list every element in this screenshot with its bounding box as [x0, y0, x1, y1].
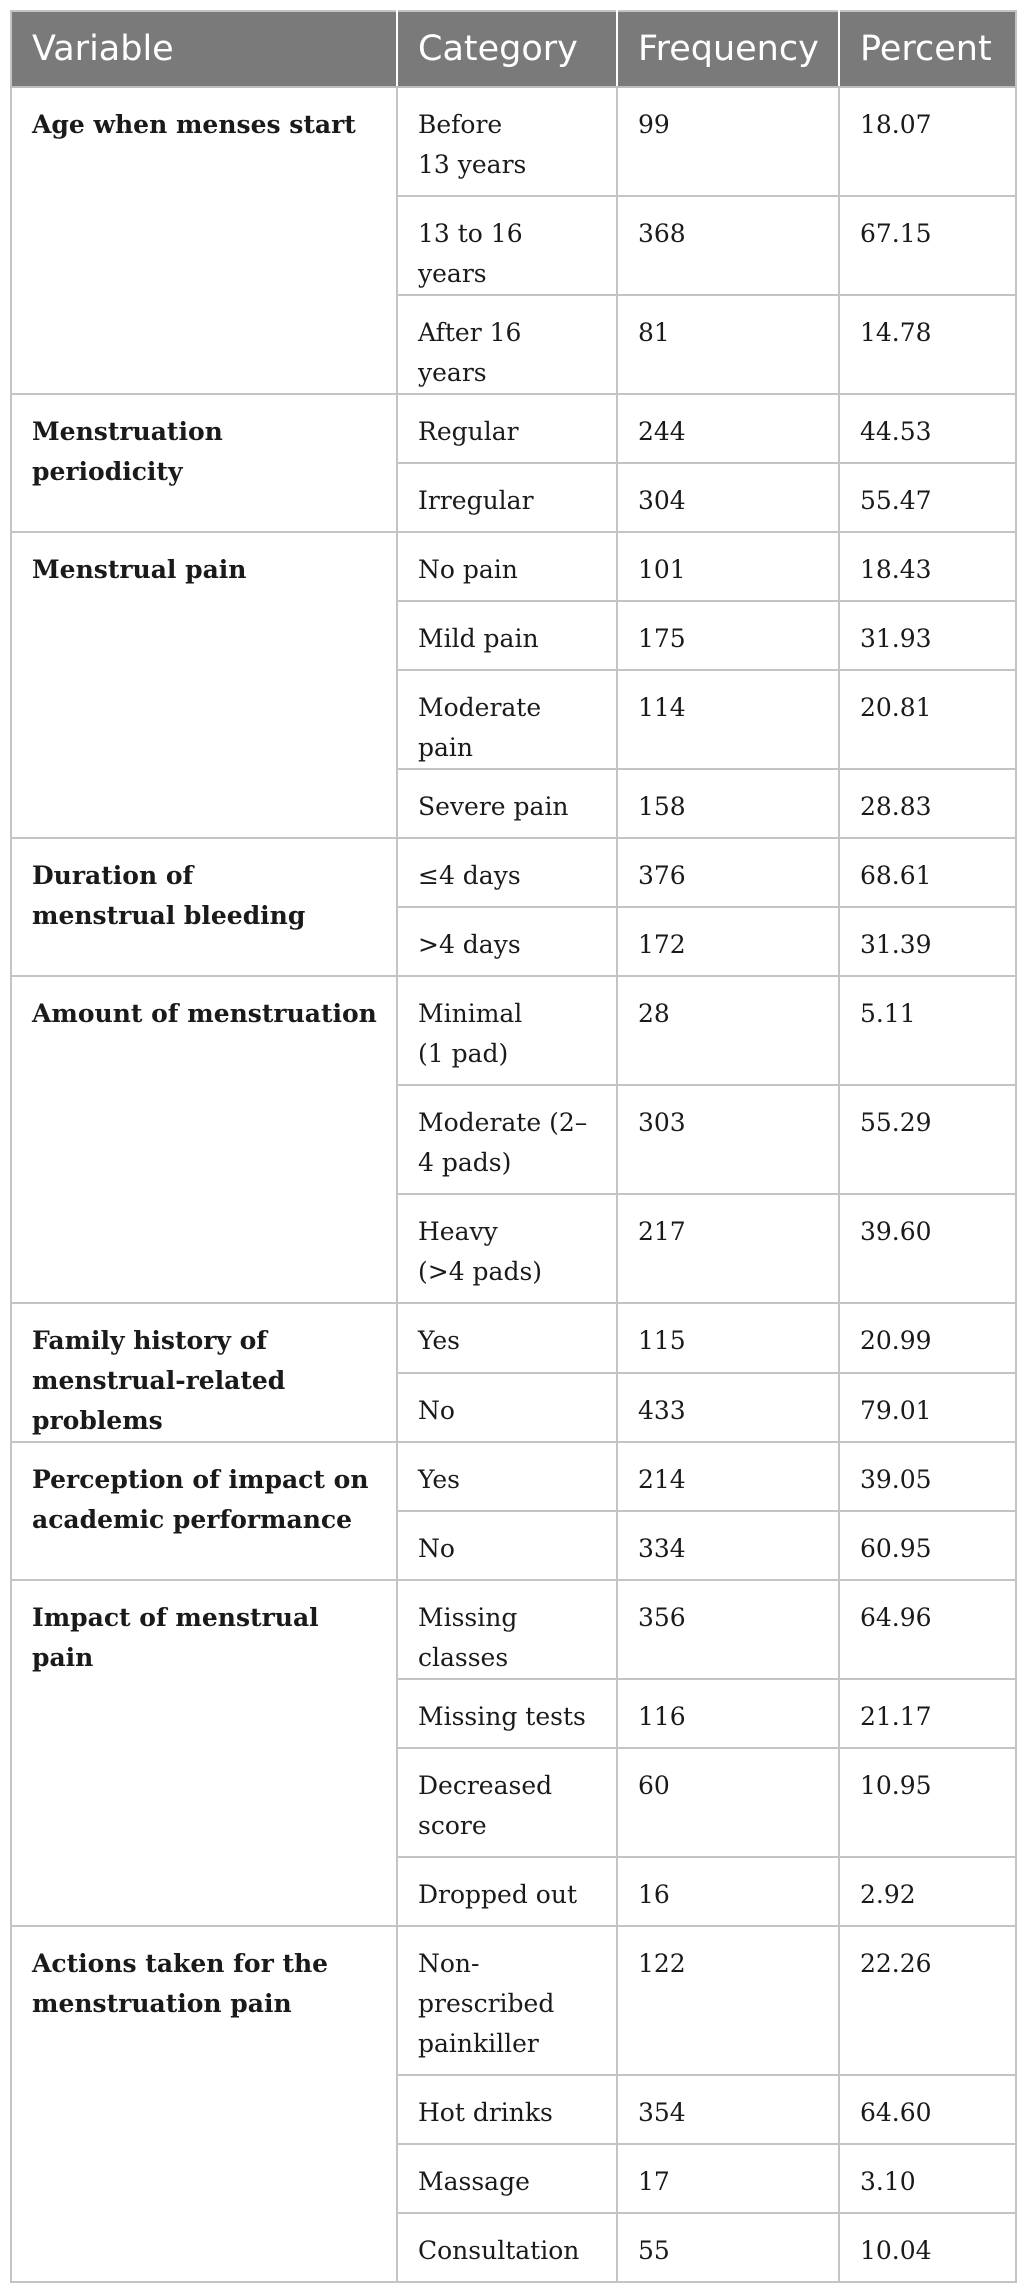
- category-cell: No: [397, 1511, 617, 1580]
- category-cell: Mild pain: [397, 601, 617, 670]
- header-percent: Percent: [839, 11, 1016, 87]
- category-line: 4 pads): [418, 1148, 512, 1177]
- frequency-cell: 304: [617, 463, 839, 532]
- category-cell: No: [397, 1373, 617, 1443]
- category-cell: Dropped out: [397, 1857, 617, 1926]
- frequency-cell: 81: [617, 295, 839, 394]
- category-cell: [397, 1194, 617, 1303]
- variable-label-line: Duration of: [32, 861, 194, 890]
- percent-cell: 55.47: [839, 463, 1016, 532]
- percent-cell: 64.96: [839, 1580, 1016, 1679]
- variable-cell: [11, 87, 397, 394]
- percent-cell: 18.07: [839, 87, 1016, 196]
- percent-cell: 20.99: [839, 1303, 1016, 1373]
- table-row: [11, 838, 1016, 907]
- frequency-cell: 115: [617, 1303, 839, 1373]
- frequency-cell: 368: [617, 196, 839, 295]
- percent-cell: 20.81: [839, 670, 1016, 769]
- frequency-cell: 99: [617, 87, 839, 196]
- percent-cell: 28.83: [839, 769, 1016, 838]
- category-line: prescribed: [418, 1989, 555, 2018]
- frequency-cell: 60: [617, 1748, 839, 1857]
- header-category: Category: [397, 11, 617, 87]
- percent-cell: 39.05: [839, 1442, 1016, 1511]
- category-line: painkiller: [418, 2029, 539, 2058]
- frequency-cell: 16: [617, 1857, 839, 1926]
- variable-cell: [11, 1926, 397, 2282]
- category-cell: Regular: [397, 394, 617, 463]
- category-line: (1 pad): [418, 1039, 509, 1068]
- frequency-cell: 116: [617, 1679, 839, 1748]
- frequency-cell: 17: [617, 2144, 839, 2213]
- variable-label-line: Perception of impact on: [32, 1465, 369, 1494]
- variable-cell: [11, 976, 397, 1303]
- category-cell: [397, 1085, 617, 1194]
- data-table: [10, 10, 1017, 2283]
- percent-cell: 79.01: [839, 1373, 1016, 1443]
- category-cell: [397, 976, 617, 1085]
- percent-cell: 3.10: [839, 2144, 1016, 2213]
- variable-label: Age when menses start: [32, 110, 356, 139]
- percent-cell: 18.43: [839, 532, 1016, 601]
- variable-label: Impact of menstrual pain: [32, 1603, 319, 1672]
- variable-label: Amount of menstruation: [32, 999, 377, 1028]
- percent-cell: 22.26: [839, 1926, 1016, 2075]
- percent-cell: 55.29: [839, 1085, 1016, 1194]
- header-frequency: Frequency: [617, 11, 839, 87]
- category-cell: ≤4 days: [397, 838, 617, 907]
- percent-cell: 64.60: [839, 2075, 1016, 2144]
- variable-cell: [11, 532, 397, 838]
- category-cell: After 16 years: [397, 295, 617, 394]
- table-row: [11, 1580, 1016, 1679]
- category-cell: Missing classes: [397, 1580, 617, 1679]
- variable-cell: [11, 838, 397, 976]
- variable-label-line: Family history of: [32, 1326, 268, 1355]
- frequency-cell: 172: [617, 907, 839, 976]
- category-cell: Yes: [397, 1303, 617, 1373]
- category-line: Moderate (2–: [418, 1108, 588, 1137]
- category-cell: [397, 1926, 617, 2075]
- frequency-cell: 114: [617, 670, 839, 769]
- frequency-cell: 217: [617, 1194, 839, 1303]
- category-cell: Massage: [397, 2144, 617, 2213]
- frequency-cell: 303: [617, 1085, 839, 1194]
- variable-label: Menstrual pain: [32, 555, 247, 584]
- category-cell: [397, 1748, 617, 1857]
- header-variable: Variable: [11, 11, 397, 87]
- percent-cell: 14.78: [839, 295, 1016, 394]
- variable-label-line: academic performance: [32, 1505, 352, 1534]
- table-row: [11, 1926, 1016, 2075]
- frequency-cell: 55: [617, 2213, 839, 2282]
- category-cell: Consultation: [397, 2213, 617, 2282]
- frequency-cell: 158: [617, 769, 839, 838]
- frequency-cell: 376: [617, 838, 839, 907]
- percent-cell: 10.95: [839, 1748, 1016, 1857]
- category-cell: No pain: [397, 532, 617, 601]
- category-line: Decreased: [418, 1771, 553, 1800]
- category-cell: Irregular: [397, 463, 617, 532]
- category-cell: >4 days: [397, 907, 617, 976]
- frequency-cell: 244: [617, 394, 839, 463]
- variable-cell: [11, 1442, 397, 1580]
- table-row: [11, 394, 1016, 463]
- percent-cell: 31.93: [839, 601, 1016, 670]
- variable-label-line: menstrual bleeding: [32, 901, 306, 930]
- percent-cell: 44.53: [839, 394, 1016, 463]
- variable-label-line: menstruation pain: [32, 1989, 292, 2018]
- percent-cell: 68.61: [839, 838, 1016, 907]
- frequency-cell: 175: [617, 601, 839, 670]
- variable-label-line: menstrual-related problems: [32, 1366, 286, 1435]
- variable-label: Menstruation periodicity: [32, 417, 223, 486]
- category-line: Non-: [418, 1949, 480, 1978]
- category-cell: Severe pain: [397, 769, 617, 838]
- percent-cell: 60.95: [839, 1511, 1016, 1580]
- category-line: Before: [418, 110, 503, 139]
- table-row: [11, 532, 1016, 601]
- category-line: score: [418, 1811, 487, 1840]
- frequency-cell: 101: [617, 532, 839, 601]
- variable-label-line: Actions taken for the: [32, 1949, 329, 1978]
- category-cell: Missing tests: [397, 1679, 617, 1748]
- percent-cell: 31.39: [839, 907, 1016, 976]
- category-cell: Yes: [397, 1442, 617, 1511]
- table-row: [11, 1303, 1016, 1373]
- category-cell: Hot drinks: [397, 2075, 617, 2144]
- variable-cell: [11, 394, 397, 532]
- frequency-cell: 122: [617, 1926, 839, 2075]
- frequency-cell: 214: [617, 1442, 839, 1511]
- category-cell: Moderate pain: [397, 670, 617, 769]
- frequency-cell: 334: [617, 1511, 839, 1580]
- frequency-cell: 433: [617, 1373, 839, 1443]
- category-line: Minimal: [418, 999, 523, 1028]
- percent-cell: 5.11: [839, 976, 1016, 1085]
- category-cell: 13 to 16 years: [397, 196, 617, 295]
- table-row: [11, 87, 1016, 196]
- frequency-cell: 28: [617, 976, 839, 1085]
- percent-cell: 21.17: [839, 1679, 1016, 1748]
- percent-cell: 2.92: [839, 1857, 1016, 1926]
- table-row: [11, 1442, 1016, 1511]
- header-row: [11, 11, 1016, 87]
- data-table-container: [10, 10, 1015, 2283]
- percent-cell: 10.04: [839, 2213, 1016, 2282]
- category-line: Heavy: [418, 1217, 498, 1246]
- table-row: [11, 976, 1016, 1085]
- category-line: 13 years: [418, 150, 527, 179]
- category-cell: [397, 87, 617, 196]
- variable-cell: [11, 1580, 397, 1926]
- percent-cell: 39.60: [839, 1194, 1016, 1303]
- frequency-cell: 356: [617, 1580, 839, 1679]
- percent-cell: 67.15: [839, 196, 1016, 295]
- frequency-cell: 354: [617, 2075, 839, 2144]
- category-line: (>4 pads): [418, 1257, 543, 1286]
- variable-cell: [11, 1303, 397, 1442]
